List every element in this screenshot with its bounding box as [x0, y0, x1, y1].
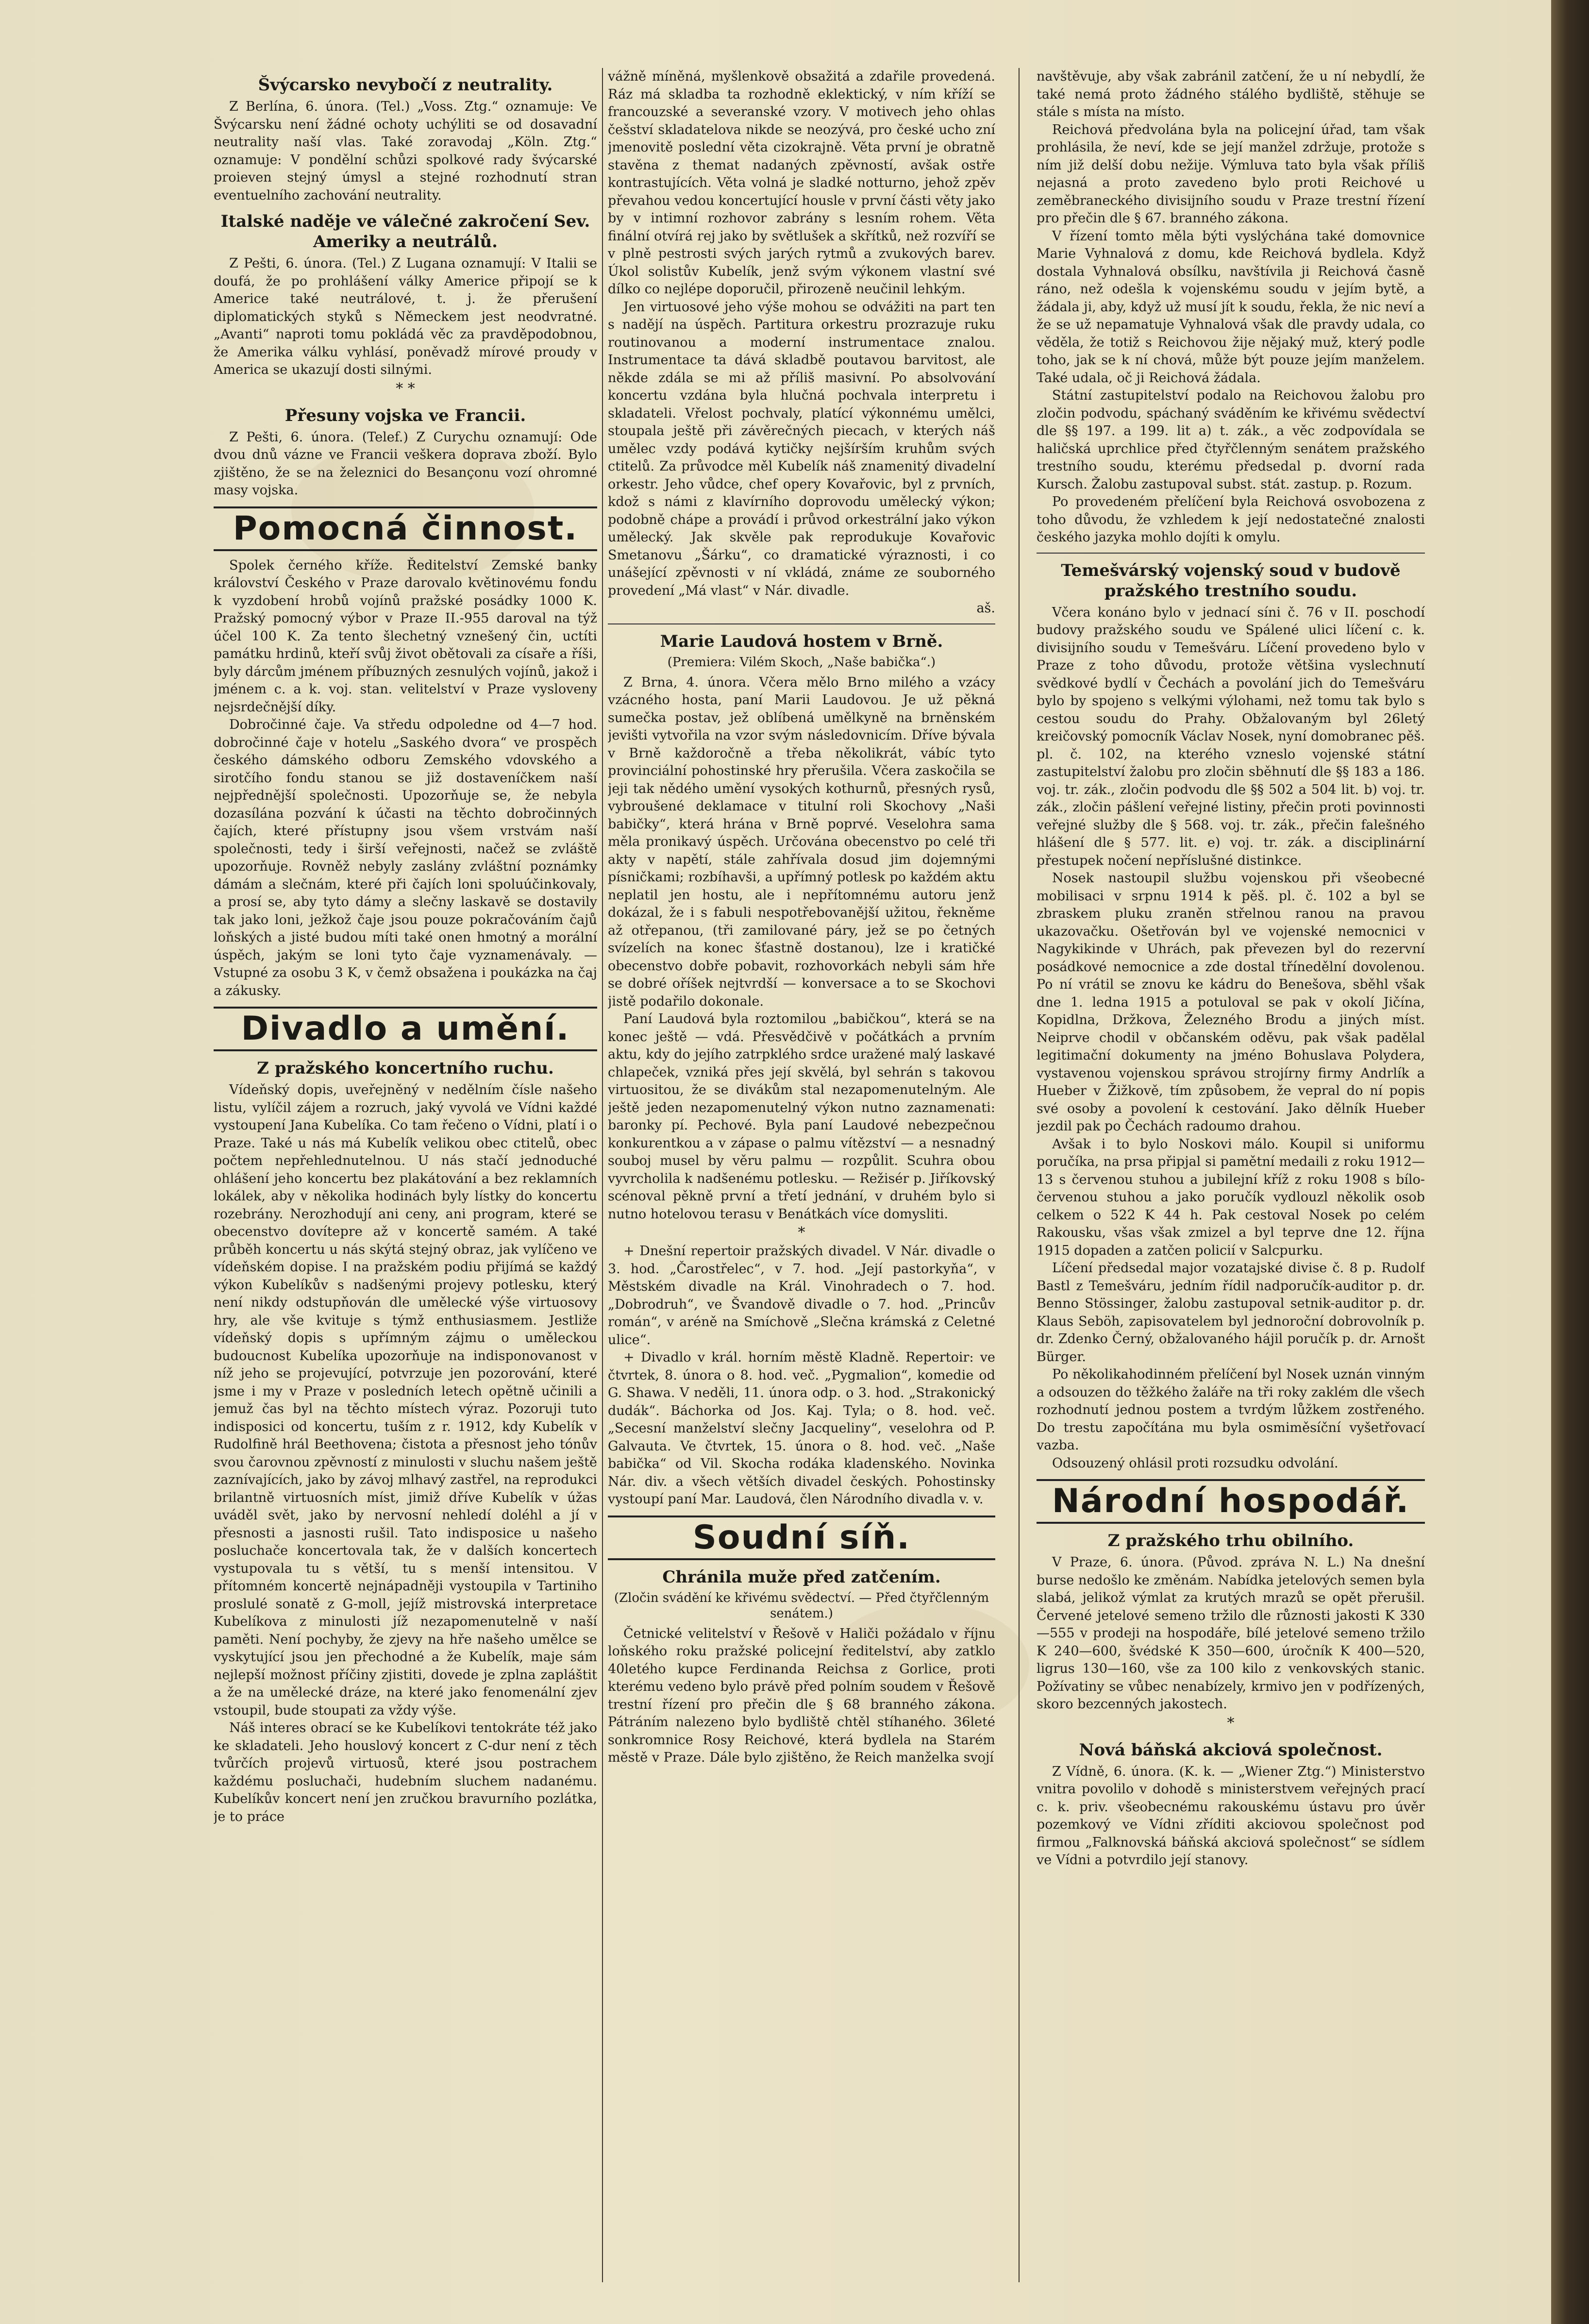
article-paragraph: Z Pešti, 6. února. (Telef.) Z Curychu oznamují: Ode dvou dnů vázne ve Francii veškera doprava zboží. Bylo zjištěno, že se na železnici do Besançonu vozí ohromné masy vojska.	[214, 429, 597, 498]
section-heading: Soudní síň.	[608, 1516, 995, 1560]
article-subheading: (Zločin svádění ke křivému svědectví. — Před čtyřčlenným senátem.)	[614, 1590, 989, 1621]
article-headline: Švýcarsko nevybočí z neutrality.	[258, 75, 553, 95]
article-paragraph: Včera konáno bylo v jednací síni č. 76 v II. poschodí budovy pražského soudu ve Spálené ulici líčení c. k. divisijního soudu v Temešváru. Líčení provedeno bylo v Praze z toho důvodu, protože většina vyslechnutí svědkové bydlí v Čechách a povolání jich do Temešváru bylo by spojeno s velkými výlohami, než tomu tak bylo s cestou soudu do Prahy. Obžalovaným byl 26letý kreičovský pomocník Václav Nosek, nyní domobranec pěš. pl. č. 102, na kterého vzneslo vojenské státní zastupitelství žalobu pro zločin sběhnutí dle §§ 183 a 186. voj. tr. zák., zločin podvodu dle §§ 502 a 504 lit. b) voj. tr. zák., zločin pášlení veřejné listiny, přečin proti povinnosti veřejné služby dle § 568. voj. tr. zák., přečin falešného hlášení dle § 577. lit. e) voj. tr. zák. a disciplinární přestupek nočení nepříslušné distinkce.	[1037, 605, 1425, 868]
article-headline: Z pražského trhu obilního.	[1107, 1531, 1354, 1550]
article-paragraph: + Divadlo v král. horním městě Kladně. Repertoir: ve čtvrtek, 8. února o 8. hod. več. „Pygmalion“, komedie od G. Shawa. V neděli, 11. února odp. o 3. hod. „Strakonický dudák“. Báchorka od Jos. Kaj. Tyla; o 8. hod. več. „Secesní manželství slečny Jacqueliny“, veselohra od P. Galvauta. Ve čtvrtek, 15. února o 8. hod. več. „Naše babička“ od Vil. Skocha rodáka kladenského. Novinka Nár. div. a všech větších divadel českých. Pohostinsky vystoupí paní Mar. Laudová, člen Národního divadla v. v.	[608, 1350, 995, 1507]
article-headline: Chránila muže před zatčením.	[662, 1567, 941, 1587]
article-signature: aš.	[976, 601, 995, 616]
article-headline: Italské naděje ve válečné zakročení Sev. Ameriky a neutrálů.	[220, 212, 590, 252]
article-headline: Nová báňská akciová společnost.	[1079, 1740, 1383, 1760]
article-paragraph: V řízení tomto měla býti vyslýchána také domovnice Marie Vyhnalová z domu, kde Reichová bydlela. Když dostala Vyhnalová obsílku, navštívila ji Reichová časně ráno, než odešla k vojenskému soudu v jejím bytě, a žádala ji, aby, když už musí jít k soudu, řekla, že nic neví a že se už nepamatuje Vyhnalová však dle pravdy udala, co věděla, že totiž s Reichovou žije nějaký muž, který podle toho, jak se k ní chová, může být pouze jejím manželem. Také udala, oč ji Reichová žádala.	[1037, 228, 1425, 386]
article-paragraph: Z Berlína, 6. února. (Tel.) „Voss. Ztg.“ oznamuje: Ve Švýcarsku není žádné ochoty uchýliti se od dosavadní neutrality naší vlas. Také zoravodaj „Köln. Ztg.“ oznamuje: V pondělní schůzi spolkové rady švýcarské proieven stejný úmysl a stejné rozhodnutí stran eventuelního zachování neutrality.	[214, 99, 597, 203]
article-paragraph: Odsouzený ohlásil proti rozsudku odvolání.	[1052, 1455, 1338, 1471]
article-paragraph: V Praze, 6. února. (Původ. zpráva N. L.) Na dnešní burse nedošlo ke změnám. Nabídka jetelových semen byla slabá, jelikož výmlat za krutých mrazů se opět přerušil. Červené jetelové semeno tržilo dle různosti jakosti K 330—555 v prodeji na hospodáře, bílé jetelové semeno tržilo K 240—600, švédské K 350—600, úročník K 400—520, ligrus 130—160, vše za 100 kilo z venkovských stanic. Požívatiny se vůbec nenabízely, krmivo jen v podřízených, skoro bezcenných jakostech.	[1037, 1555, 1425, 1712]
divider	[608, 623, 995, 624]
article-paragraph: Z Brna, 4. února. Včera mělo Brno milého a vzácy vzácného hosta, paní Marii Laudovou. Je už pěkná sumečka postav, jež oblíbená umělkyně na brněnském jevišti vytvořila na vzor svým následovnicím. Dříve bývala v Brně každoročně a třeba několikrát, vábíc tyto provinciální pohostinské hry přerušila. Včera zaskočila se jeji tak nědého umění vysokých kothurnů, přesných rysů, vybroušené deklamace v titulní roli Skochovy „Naši babičky“, která hrána v Brně poprvé. Veselohra sama měla pronikavý úspěch. Určována obecenstvo po celé tři akty v napětí, stále zahřívala dosud jim dojemnými písničkami; rozbíhavši, a upřímný potlesk po každém aktu neplatil jen hostu, ale i nepřítomnému autoru jenž dokázal, že i s fabuli nespotřebovanější užitou, řekněme až otřepanou, (tři zamilované páry, jež se po četných svízelích na konec šťastně dostanou), lze i kratičké obecenstvo dobře pobavit, rozhovorkách nebyli sám hře se dobré oříšek nejtvrdší — konversace a to se Skochovi jistě podařilo dokonale.	[608, 674, 995, 1009]
article-paragraph: Spolek černého kříže. Ředitelství Zemské banky království Českého v Praze darovalo květinovému fondu k vyzdobení hrobů vojínů pražské posádky 1000 K. Pražský pomocný výbor v Praze II.-955 daroval na týž účel 100 K. Za tento šlechetný vznešený čin, uctíti památku hrdinů, kteří svůj život obětovali za císaře a říši, byly dárcům jménem příbuzných zesnulých vojínů, jakož i jménem c. a k. voj. stan. velitelství v Praze vysloveny nejsrdečnější díky.	[214, 557, 597, 715]
article-paragraph: Dobročinné čaje. Va středu odpoledne od 4—7 hod. dobročinné čaje v hotelu „Saského dvora“ ve prospěch českého dámského odboru Zemského vdovského a sirotčího fondu stanou se již dostaveníčkem naší nejpřednější společnosti. Upozorňuje se, že nebyla dozasílána pozvání k účasti na těchto dobročinných čajích, které přístupny jsou všem vrstvám naší společnosti, tedy i širší veřejnosti, načež se zvláště upozorňuje. Rovněž nebyly zaslány zvláštní poznámky dámám a slečnám, které při čajích loni spoluúčinkovaly, a prosí se, aby tyto dámy a slečny laskavě se dostavily tak jako loni, ježkož čaje jsou pouze pokračováním čajů loňských a jisté budou míti také onen hmotný a morální úspěch, jakým se loni tyto čaje vyznamenávaly. — Vstupné za osobu 3 K, v čemž obsažena i poukázka na čaj a zákusky.	[214, 717, 597, 998]
binding-edge	[1551, 0, 1589, 2324]
article-paragraph: Paní Laudová byla roztomilou „babičkou“, která se na konec ještě — vdá. Přesvědčivě v počátkách a prvním aktu, kdy do jejího zatrpklého srdce uražené malý laskavé chlapeček, vzniká přes její skvělá, byl sehrán s takovou virtuositou, že se divákům stal nezapomenutelným. Ale ještě jeden nezapomenutelný výkon nutno zaznamenati: baronky pí. Pechové. Byla paní Laudové nebezpečnou konkurentkou a v zápase o palmu vítězství — a nesnadný souboj musel by věru palmu — rozpůlit. Scuhra obou vyvrcholila k nadšenému potlesku. — Režisér p. Jiříkovský scénoval pěkně první a třetí jednání, v druhém bylo si nutno hotelovou terasu v Benátkách více domysliti.	[608, 1011, 995, 1222]
article-paragraph: + Dnešní repertoir pražských divadel. V Nár. divadle o 3. hod. „Čarostřelec“, v 7. hod. „Její pastorkyňa“, v Městském divadle na Král. Vinohradech o 7. hod. „Dobrodruh“, ve Švandově divadle o 7. hod. „Princův román“, v aréně na Smíchově „Slečna krámská z Celetné ulice“.	[608, 1244, 995, 1347]
article-paragraph: Četnické velitelství v Řešově v Haliči požádalo v říjnu loňského roku pražské policejní ředitelství, aby zatklo 40letého kupce Ferdinanda Reichsa z Gorlice, proti kterému vedeno bylo právě před polním soudem v Řešově trestní řízení pro přečin dle § 68 branného zákona. Pátráním nalezeno bylo bydliště chtěl stíhaného. 36leté sonkromnice Rosy Reichové, která bydlela na Starém městě v Praze. Dále bylo zjištěno, že Reich manželka svojí	[608, 1626, 995, 1765]
article-headline: Přesuny vojska ve Francii.	[284, 405, 526, 425]
article-paragraph: Státní zastupitelství podalo na Reichovou žalobu pro zločin podvodu, spáchaný sváděním ke křivému svědectví dle §§ 197. a 199. lit a) t. zák., a věc zodpovídala se haličská uprchlice před čtyřčlenným senátem pražského trestního soudu, kterému předsedal p. dvorní rada Kursch. Žalobu zastupoval subst. stát. zastup. p. Rozum.	[1037, 388, 1425, 492]
section-heading: Divadlo a umění.	[214, 1007, 597, 1051]
column-rule	[1019, 68, 1020, 2282]
article-paragraph: Nosek nastoupil službu vojenskou při všeobecné mobilisaci v srpnu 1914 k pěš. pl. č. 102 a byl se zbraskem pluku zraněn střelnou ranou na pravou ukazovačku. Ošetřován byl ve vojenské nemocnici v Nagykikinde v Uhrách, pak převezen byl do rezervní posádkové nemocnice a zde dostal třínedělní dovolenou. Po ní vrátil se znovu ke kádru do Benešova, sběhl však dne 1. ledna 1915 a potuloval se pak v okolí Jičína, Kopidlna, Držkova, Železného Brodu a jiných míst. Neiprve chodil v občanském oděvu, pak však padělal legitimační dokumenty na jméno Bohuslava Polydera, vystavenou vojenskou správou strojírny firmy Andrlík a Hueber v Žižkově, tím způsobem, že vepral do ní popis své osoby a povolení k cestování. Jako dělník Hueber jezdil pak po Čechách radoumo drahou.	[1037, 871, 1425, 1134]
article-headline: Z pražského koncertního ruchu.	[257, 1059, 554, 1078]
column-2	[608, 68, 995, 2282]
separator-stars: * *	[396, 380, 415, 397]
article-paragraph: Náš interes obrací se ke Kubelíkovi tentokráte též jako ke skladateli. Jeho houslový koncert z C-dur není z těch tvůrčích projevů virtuosů, které jsou postrachem každému posluchači, hudebním sluchem nadanému. Kubelíkův koncert není jen zručkou bravurního pozlátka, je to práce	[214, 1720, 597, 1824]
article-headline: Temešvárský vojenský soud v budově pražského trestního soudu.	[1061, 560, 1401, 601]
article-paragraph: Vídeňský dopis, uveřejněný v nedělním čísle našeho listu, vylíčil zájem a rozruch, jaký vyvolá ve Vídni každé vystoupení Jana Kubelíka. Co tam řečeno o Vídni, platí i o Praze. Také u nás má Kubelík velikou obec ctitelů, obec počtem nepřehlednutelnou. U nás stačí jednoduché ohlášení jeho koncertu bez plakátování a bez reklamních lokálek, aby v několika hodinách byly lístky do koncertu rozebrány. Nerozhodují ani ceny, ani program, které se obecenstvo dovítepre až v koncertě samém. A také průběh koncertu u nás skýtá stejný obraz, jak vylíčeno ve vídeňském dopise. I na pražském podiu přijímá se každý výkon Kubelíkův s nadšenými projevy potlesku, který není nikdy odstupňován dle umělecké výše virtuosovy hry, ale vše kvituje s týmž enthusiasmem. Jestliže vídeňský dopis s upřímným zájmu o uměleckou budoucnost Kubelíka upozorňuje na indisponovanost v níž jeho se projevující, potvrzuje jen pozorování, které jsme i my v Praze v posledních letech opětně učinili a jemuž čas byl na těchto místech výraz. Pozoruji tuto indisposici od koncertu, tuším z r. 1912, kdy Kubelík v Rudolfině hrál Beethovena; čistota a přesnost jeho tónův svou čarovnou zpěvností z minulosti v sluchu našem ještě zaznívajících, jako by závoj mlhavý zastřel, na reprodukci brilantně virtuosních míst, jimiž dříve Kubelík v úžas uváděl svět, jako by nervosní nehledí doléhl a jí v přesnosti a jasnosti rušil. Tato indisposice u našeho posluchače koncertovala tak, že v dalších koncertech vystupovala tu s větší, tu s menší intensitou. V přítomném koncertě nejnápadněji vystoupila v Tartiniho proslulé sonatě z G-moll, jejíž mistrovská interpretace Kubelíkova z minulosti jíž nezapomenutelně v naší paměti. Není pochyby, že zjevy na hře našeho umělce se vyskytující jsou jen přechodné a že Kubelík, maje sám nejlepší možnost příčiny zjistiti, dovede je zplna zapláštit a že na umělecké dráze, na které jako fenomenální zjev vstoupil, bude stoupati za vždy výše.	[214, 1082, 597, 1718]
separator-stars: *	[798, 1224, 805, 1241]
column-1	[214, 68, 597, 2282]
separator-stars: *	[1227, 1714, 1235, 1732]
article-paragraph: Po několikahodinném přelíčení byl Nosek uznán vinným a odsouzen do těžkého žaláře na tři roky zaklém dle všech rozhodnutí jednou postem a tvrdým lůžkem zostřeného. Do trestu započítána mu byla osmiměsíční vyšetřovací vazba.	[1037, 1367, 1425, 1453]
article-subheading: (Premiera: Vilém Skoch, „Naše babička“.)	[667, 655, 936, 670]
column-3	[1037, 68, 1425, 2282]
section-heading: Národní hospodář.	[1037, 1479, 1425, 1524]
section-heading: Pomocná činnost.	[214, 506, 597, 551]
article-paragraph: Z Pešti, 6. února. (Tel.) Z Lugana oznamují: V Italii se doufá, že po prohlášení války Americe připojí se k Americe také neutrálové, t. j. že přerušení diplomatických styků s Německem jest neodvratné. „Avanti“ naproti tomu pokládá věc za pravděpodobnou, že Amerika válku vyhlásí, poněvadž mírové proudy v America se ukazují dosti silnými.	[214, 256, 597, 377]
article-paragraph: vážně míněná, myšlenkově obsažitá a zdařile provedená. Ráz má skladba ta rozhodně eklektický, v ním kříží se francouzské a severanské vzory. V motivech jeho ohlas češství skladatelova nikde se neozývá, pro české ucho zní jmenovitě poslední věta cizokrajně. Věta první je obratně stavěna z themat nadaných zpěvností, avšak ostře kontrastujících. Věta volná je sladké notturno, jehož zpěv převahou vedou koncertující housle v první části věty jako by v intimní rozhovor zabrány s lesním rohem. Věta finální otvírá rej jako by světlušek a skřítků, než rozvíří se v plně pestrosti svých jarých rytmů a zvukových barev. Úkol solistův Kubelík, jenž svým výkonem vlastní své dílko co nejlépe doporučil, přirozeně neučinil lehkým.	[608, 69, 995, 297]
column-rule	[602, 68, 603, 2282]
article-paragraph: Avšak i to bylo Noskovi málo. Koupil si uniformu poručíka, na prsa připjal si pamětní medaili z roku 1912—13 s červenou stuhou a jubilejní kříž z roku 1908 s bíločervenou stuhou a jako poručík vydlouzl několik osob celkem o 522 K 44 h. Pak cestoval Nosek po celém Rakousku, všas však zmizel a byl teprve dne 12. října 1915 dopaden a zatčen policií v Salcpurku.	[1037, 1136, 1425, 1258]
article-paragraph: Jen virtuosové jeho výše mohou se odvážiti na part ten s nadějí na úspěch. Partitura orkestru prozrazuje ruku routinovanou a moderní instrumentace znalou. Instrumentace ta dává skladbě poutavou barvitost, ale někde zdála se mi až příliš masivní. Po absolvování koncertu vzdána byla hlučná pochvala interpretu i skladateli. Vřelost pochvaly, platící výkonnému umělci, stoupala ještě při závěrečných piecach, v kterých náš umělec vzdy podává kytičky nejšírším kruhům svých ctitelů. Za průvodce měl Kubelík náš znamenitý divadelní orkestr. Jeho vůdce, chef opery Kovařovic, byl z prvních, kdož s námi z klavírního doprovodu umělecký výkon; podobně chápe a provádí i průvod orkestrální jako výkon umělecký. Jak skvěle pak reprodukuje Kovařovic Smetanovu „Šárku“, co dramatické výraznosti, i co unášející zpěvnosti v ní vkládá, známe ze souborného provedení „Má vlast“ v Nár. divadle.	[608, 299, 995, 598]
article-paragraph: Reichová předvolána byla na policejní úřad, tam však prohlásila, že neví, kde se její manžel zdržuje, protože s ním již delší dobu nežije. Výmluva tato byla však příliš nejasná a proto zavedeno bylo proti Reichové u zeměbraneckého divisijního soudu v Praze trestní řízení pro přečin dle § 67. branného zákona.	[1037, 122, 1425, 226]
article-paragraph: Z Vídně, 6. února. (K. k. — „Wiener Ztg.“) Ministerstvo vnitra povolilo v dohodě s ministerstvem veřejných prací c. k. priv. všeobecnému rakouskému ústavu pro úvěr pozemkový ve Vídni zříditi akciovou společnost pod firmou „Falknovská báňská akciová společnost“ se sídlem ve Vídni a potvrdilo její stanovy.	[1037, 1764, 1425, 1868]
article-paragraph: navštěvuje, aby však zabránil zatčení, že u ní nebydlí, že také nemá proto žádného stálého bydliště, stěhuje se stále s místa na místo.	[1037, 69, 1425, 119]
article-headline: Marie Laudová hostem v Brně.	[660, 631, 943, 651]
divider	[1037, 553, 1425, 554]
article-paragraph: Líčení předsedal major vozatajské divise č. 8 p. Rudolf Bastl z Temešváru, jedním řídil nadporučík-auditor p. dr. Benno Stössinger, žalobu zastupoval setnik-auditor p. dr. Klaus Seböh, zapisovatelem byl jednoroční dobrovolník p. dr. Zdenko Černý, obžalovaného hájil poručík p. dr. Arnošt Bürger.	[1037, 1261, 1425, 1364]
article-paragraph: Po provedeném přelíčení byla Reichová osvobozena z toho důvodu, že vzhledem k její nedostatečné znalosti českého jazyka mohlo dojíti k omylu.	[1037, 494, 1425, 545]
